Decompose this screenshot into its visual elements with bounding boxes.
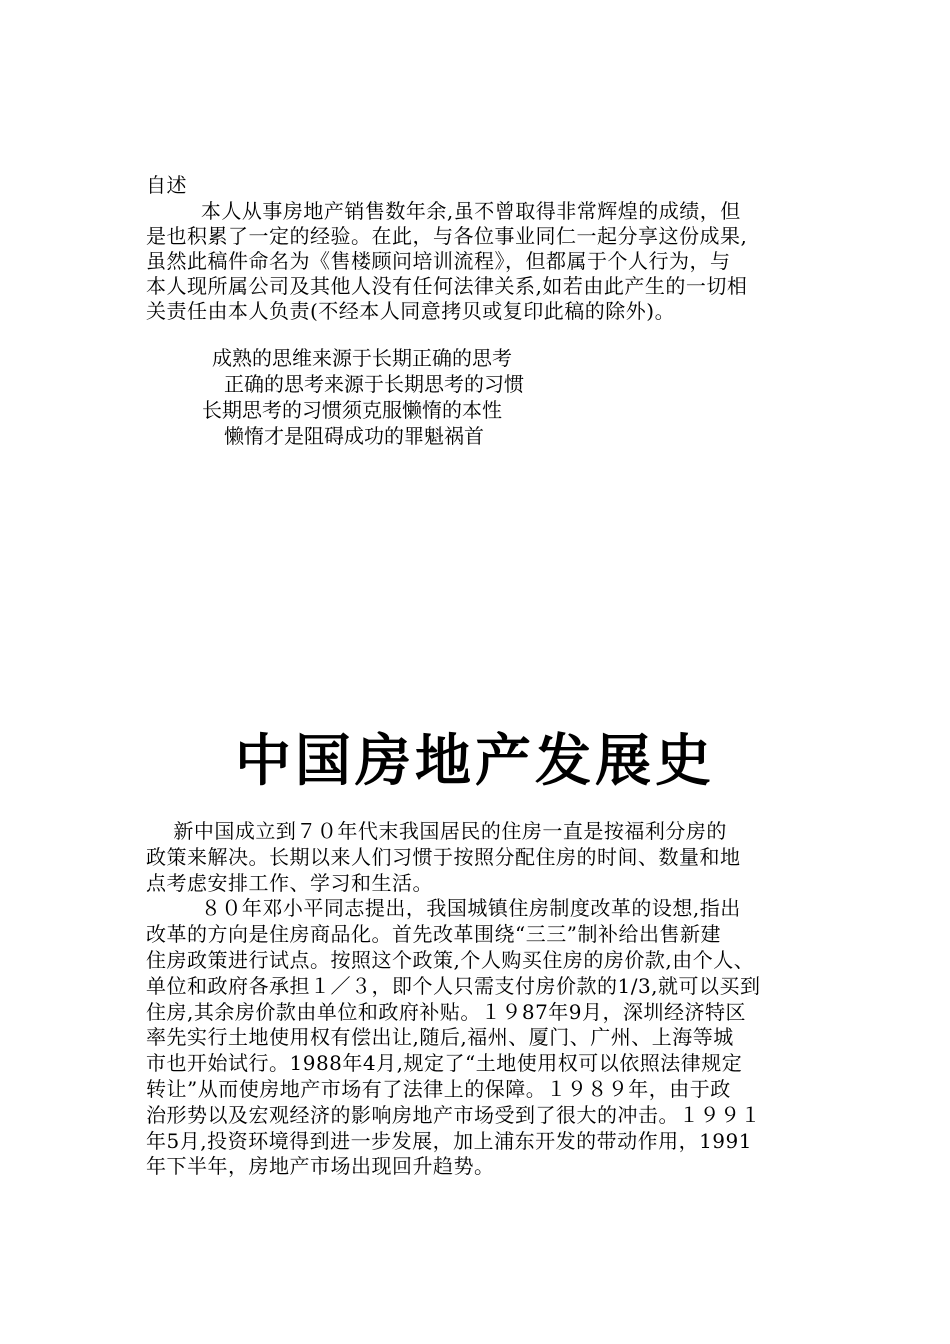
- history-line: 新中国成立到７０年代末我国居民的住房一直是按福利分房的: [146, 819, 727, 843]
- history-line: 转让”从而使房地产市场有了法律上的保障。１９８９年，由于政: [146, 1076, 731, 1101]
- history-line: 政策来解决。长期以来人们习惯于按照分配住房的时间、数量和地: [146, 844, 741, 869]
- history-line: 单位和政府各承担１／３，即个人只需支付房价款的1/3,就可以买到: [146, 973, 761, 998]
- history-body: [146, 819, 810, 1180]
- quote-line: 正确的思考来源于长期思考的习惯: [224, 372, 524, 396]
- history-line: 住房政策进行试点。按照这个政策,个人购买住房的房价款,由个人、: [146, 947, 755, 972]
- history-line: 治形势以及宏观经济的影响房地产市场受到了很大的冲击。１９９１: [146, 1102, 761, 1127]
- quote-line: 长期思考的习惯须克服懒惰的本性: [202, 398, 502, 422]
- preface-line: 关责任由本人负责(不经本人同意拷贝或复印此稿的除外)。: [146, 299, 676, 323]
- history-line: ８０年邓小平同志提出，我国城镇住房制度改革的设想,指出: [146, 896, 741, 921]
- history-line: 率先实行土地使用权有偿出让,随后,福州、厦门、广州、上海等城: [146, 1025, 734, 1050]
- preface-line: 本人从事房地产销售数年余,虽不曾取得非常辉煌的成绩，但: [146, 199, 741, 223]
- preface-heading: 自述: [146, 173, 187, 197]
- history-line: 市也开始试行。1988年4月,规定了“土地使用权可以依照法律规定: [146, 1051, 743, 1076]
- history-line: 住房,其余房价款由单位和政府补贴。１９87年9月，深圳经济特区: [146, 999, 747, 1024]
- preface-line: 是也积累了一定的经验。在此，与各位事业同仁一起分享这份成果,: [146, 224, 748, 248]
- quote-line: 懒惰才是阻碍成功的罪魁祸首: [224, 424, 484, 448]
- history-line: 点考虑安排工作、学习和生活。: [146, 870, 433, 895]
- history-line: 改革的方向是住房商品化。首先改革围绕“三三”制补给出售新建: [146, 922, 721, 947]
- preface-body: [146, 199, 810, 324]
- history-line: 年下半年，房地产市场出现回升趋势。: [146, 1154, 495, 1179]
- quote-line: 成熟的思维来源于长期正确的思考: [212, 346, 512, 370]
- preface-line: 本人现所属公司及其他人没有任何法律关系,如若由此产生的一切相: [146, 274, 748, 298]
- history-line: 年5月,投资环境得到进一步发展，加上浦东开发的带动作用，1991: [146, 1128, 752, 1153]
- preface-line: 虽然此稿件命名为《售楼顾问培训流程》，但都属于个人行为，与: [146, 249, 731, 273]
- section-title: 中国房地产发展史: [235, 729, 715, 794]
